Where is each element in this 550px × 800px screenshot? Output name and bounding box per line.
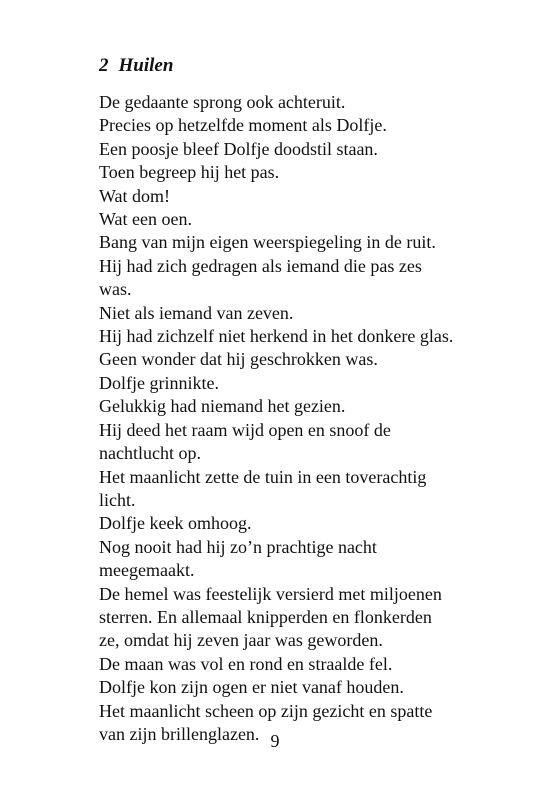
text-line: sterren. En allemaal knipperden en flonkerden [99,606,432,627]
text-line: Het maanlicht zette de tuin in een toverachtig [99,466,427,487]
text-line: Een poosje bleef Dolfje doodstil staan. [99,138,378,159]
page-number: 9 [270,731,280,751]
text-line: Nog nooit had hij zo’n prachtige nacht [99,536,377,557]
text-line: Bang van mijn eigen weerspiegeling in de ruit. [99,232,436,253]
text-line: Dolfje kon zijn ogen er niet vanaf houden. [99,677,404,698]
text-line: ze, omdat hij zeven jaar was geworden. [99,630,383,651]
text-line: Precies op hetzelfde moment als Dolfje. [99,115,387,136]
text-line: Gelukkig had niemand het gezien. [99,396,346,417]
text-line: De hemel was feestelijk versierd met miljoenen [99,583,442,604]
text-line: De gedaante sprong ook achteruit. [99,92,346,112]
chapter-title: Huilen [118,55,174,76]
text-line: Geen wonder dat hij geschrokken was. [99,349,378,370]
text-line: Toen begreep hij het pas. [99,162,280,183]
text-line: De maan was vol en rond en straalde fel. [99,653,393,674]
text-line: Dolfje keek omhoog. [99,513,252,534]
text-line: meegemaakt. [99,560,195,581]
chapter-heading [99,54,173,78]
text-line: licht. [99,489,136,510]
text-line: van zijn brillenglazen. [99,723,260,744]
text-line: Niet als iemand van zeven. [99,302,294,323]
chapter-number: 2 [99,55,109,76]
text-line: Het maanlicht scheen op zijn gezicht en spatte [99,700,433,721]
body-text [99,91,499,746]
text-line: Hij deed het raam wijd open en snoof de [99,419,391,440]
text-line: Hij had zich gedragen als iemand die pas zes [99,255,422,276]
text-line: nachtlucht op. [99,443,201,464]
text-line: was. [99,279,132,300]
text-line: Hij had zichzelf niet herkend in het donkere glas. [99,326,454,347]
text-line: Dolfje grinnikte. [99,372,219,393]
text-line: Wat dom! [99,185,171,206]
text-line: Wat een oen. [99,209,193,230]
